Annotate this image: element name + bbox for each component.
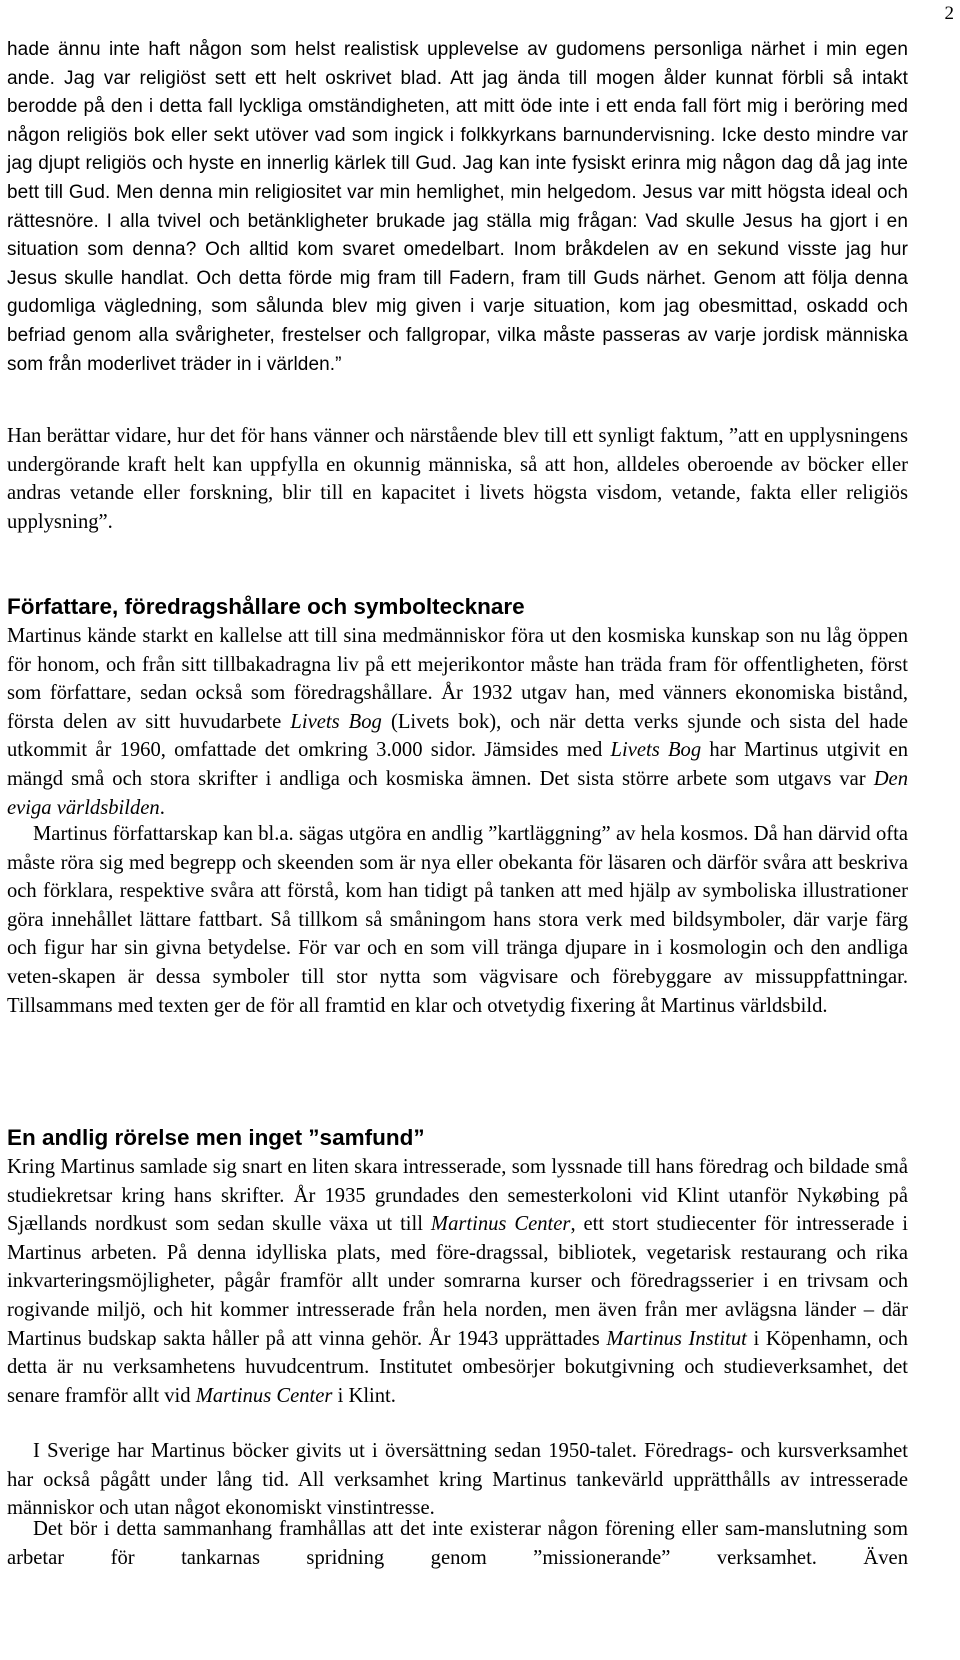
paragraph-author-works [7,622,908,822]
text-run: Det bör i detta sammanhang framhållas att det inte existerar någon förening eller sam-manslutning som arbetar för tankarnas spridning genom ”missionerande” verksamhet. Även [7,1518,908,1569]
paragraph-symbols [7,820,908,1020]
text-run: . [159,796,165,819]
text-run: Martinus kände starkt en kallelse att till sina medmänniskor föra ut den kosmiska kunskap son nu låg öppen för honom, och från sitt tillbakadragna liv på ett mejerikontor måste han träda fram för offentligheten, först som författare, sedan också som föredragshållare. År 1932 utgav han, med vänners ekonomiska bistånd, första delen av sitt huvudarbete [7,625,908,733]
italic-title: Livets Bog [610,739,702,762]
italic-title: Martinus Center [195,1384,333,1407]
paragraph-religious-experience [7,36,908,379]
text-run: (Livets bok), och när detta verks sjunde och sista del hade utkommit år 1960, omfattade det omkring 3.000 sidor. Jämsides med [7,710,908,762]
italic-title: Den eviga världsbilden [7,767,908,819]
italic-title: Martinus Institut [606,1327,747,1350]
page-number: 2 [944,3,954,24]
text-run: Kring Martinus samlade sig snart en liten skara intresserade, som lyssnade till hans föredrag och bildade små studiekretsar kring hans skrifter. År 1935 grundades den semesterkoloni vid Klint utanför Nykøbing på Sjællands nordkust som sedan skulle växa ut till [7,1156,908,1236]
paragraph-martinus-center [7,1153,908,1410]
italic-title: Livets Bog [290,710,382,733]
paragraph-friends-testimony [7,422,908,536]
text-run: hade ännu inte haft någon som helst realistisk upplevelse av gudomens personliga närhet i min egen ande. Jag var religiöst sett ett helt oskrivet blad. Att jag ända till mogen ålder kunnat förbli så intakt berodde på den i detta fall lyckliga omständigheten, att mitt öde inte i ett enda fall fört mig i beröring med någon religiös bok eller sekt utöver vad som ingick i folkkyrkans barnundervisning. Icke desto mindre var jag djupt religiös och hyste en innerlig kärlek till Gud. Jag kan inte fysiskt erinra mig någon dag då jag inte bett till Gud. Men denna min religiositet var min hemlighet, min helgedom. Jesus var mitt högsta ideal och rättesnöre. I alla tvivel och betänkligheter brukade jag ställa mig frågan: Vad skulle Jesus ha gjort i en situation som denna? Och alltid kom svaret omedelbart. Inom bråkdelen av en sekund visste jag hur Jesus skulle handlat. Och detta förde mig fram till Fadern, fram till Guds närhet. Genom att följa denna gudomliga vägledning, som sålunda blev mig given i varje situation, kom jag obesmittad, oskadd och befriad genom alla svårigheter, frestelser och fallgropar, vilka måste passeras av varje jordisk människa som från moderlivet träder in i världen.” [7,39,908,375]
section-heading-movement: En andlig rörelse men inget ”samfund” [7,1125,425,1150]
text-run: i Köpenhamn, och detta är nu verksamhetens huvudcentrum. Institutet ombesörjer bokutgivning och studieverksamhet, det senare framför allt vid [7,1327,908,1407]
text-run: , ett stort studiecenter för intresserade i Martinus arbeten. På denna idylliska plats, med före-dragssal, bibliotek, vegetarisk restaurang och rika inkvarteringsmöjligheter, pågår framför allt under somrarna kurser och föredragsserier i en trivsam och rogivande miljö, och hit kommer intresserade från hela norden, men även från mer avlägsna länder – där Martinus budskap sakta håller på att vinna gehör. År 1943 upprättades [7,1213,909,1350]
text-run: har Martinus utgivit en mängd små och stora skrifter i andliga och kosmiska ämnen. Det sista större arbete som utgavs var [7,739,909,790]
text-run: I Sverige har Martinus böcker givits ut i översättning sedan 1950-talet. Föredrags- och kursverksamhet har också pågått under lång tid. All verksamhet kring Martinus tankevärld upprätthålls av intresserade människor och utan något ekonomiskt vinstintresse. [7,1440,908,1520]
italic-title: Martinus Center [430,1213,571,1236]
paragraph-sweden [7,1437,908,1523]
text-run: Han berättar vidare, hur det för hans vänner och närstående blev till ett synligt faktum, ”att en upplysningens undergörande kraft helt kan uppfylla en okunnig människa, så att hon, alldeles oberoende av böcker eller andras vetande eller forskning, blir till en kapacitet i livets högsta visdom, vetande, fakta eller religiös upplysning”. [7,425,908,533]
section-heading-author: Författare, föredragshållare och symboltecknare [7,594,525,619]
text-run: Martinus författarskap kan bl.a. sägas utgöra en andlig ”kartläggning” av hela kosmos. Då han därvid ofta måste röra sig med begrepp och skeenden som är nya eller obekanta för läsaren och därför svåra att beskriva och förklara, respektive svåra att förstå, kom han tidigt på tanken att med hjälp av symboliska illustrationer göra innehållet lättare fattbart. Så tillkom så småningom hans stora verk med bildsymboler, där varje färg och figur har sin givna betydelse. För var och en som vill tränga djupare in i kosmologin och den andliga veten-skapen är dessa symboler till stor nytta som vägvisare och förebyggare av missuppfattningar. Tillsammans med texten ger de för all framtid en klar och otvetydig fixering åt Martinus världsbild. [7,823,908,1017]
paragraph-no-organization [7,1515,908,1572]
text-run: i Klint. [332,1384,396,1407]
